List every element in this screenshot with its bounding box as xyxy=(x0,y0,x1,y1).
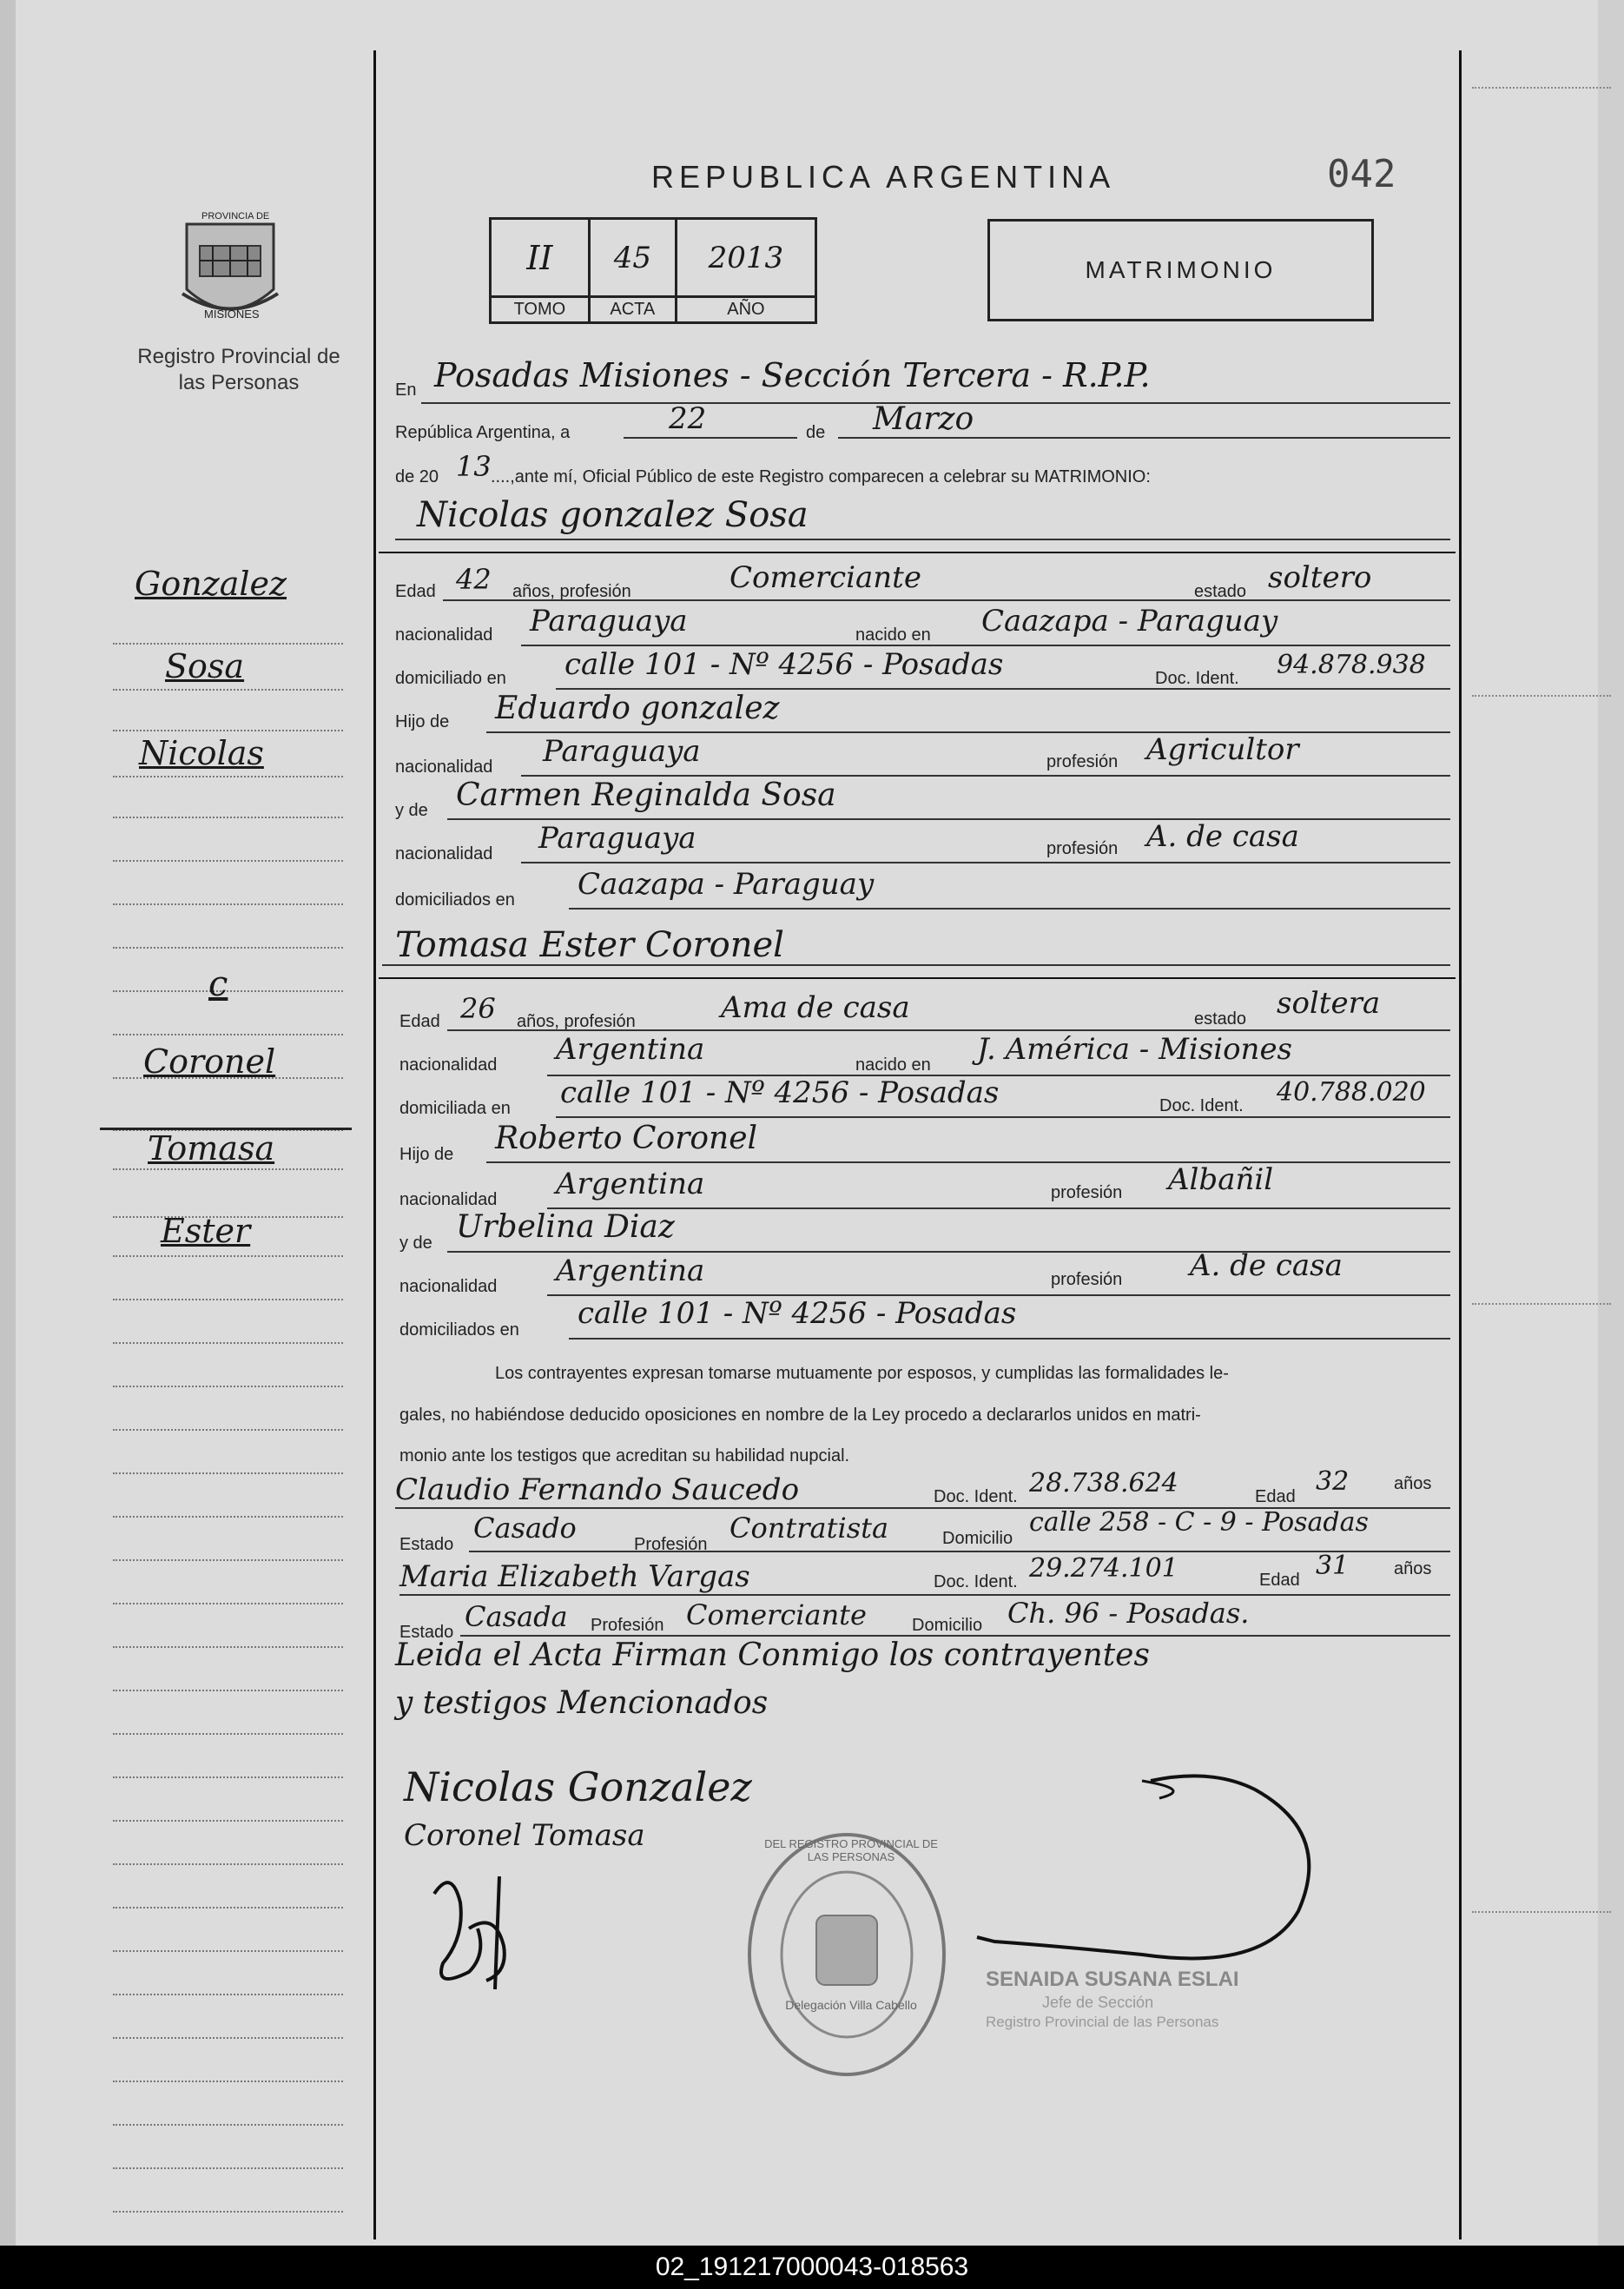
margin-surname-bride: Coronel xyxy=(143,1042,276,1081)
bride-dom-label: domiciliada en xyxy=(399,1099,511,1118)
witness1-prof-label: Profesión xyxy=(634,1535,708,1554)
groom-edad-label: Edad xyxy=(395,582,436,601)
groom-edad: 42 xyxy=(456,563,492,596)
witness2-dom-label: Domicilio xyxy=(912,1616,983,1635)
day-field: 22 xyxy=(669,401,707,436)
groom-domicilio: calle 101 - Nº 4256 - Posadas xyxy=(564,647,1004,682)
margin-line xyxy=(113,947,343,949)
margin-line xyxy=(113,1907,343,1909)
groom-name: Nicolas gonzalez Sosa xyxy=(417,495,809,535)
stamp-center-text: Delegación Villa Cabello xyxy=(785,1998,917,2012)
margin-line xyxy=(113,1646,343,1648)
margin-line xyxy=(113,2167,343,2169)
margin-firstname-bride: Tomasa xyxy=(148,1129,275,1168)
signature-groom: Nicolas Gonzalez xyxy=(404,1763,752,1810)
bride-padres-dom-underline xyxy=(569,1338,1450,1340)
groom-padre-nac: Paraguaya xyxy=(543,734,701,769)
seal-text-bottom: MISIONES xyxy=(204,308,260,321)
month-underline xyxy=(838,437,1450,439)
witness2-anos-label: años xyxy=(1394,1559,1432,1578)
margin-line xyxy=(113,1299,343,1300)
margin-line xyxy=(113,1559,343,1561)
bride-dom-underline xyxy=(556,1116,1450,1118)
month-field: Marzo xyxy=(873,401,974,437)
groom-nacionalidad: Paraguaya xyxy=(530,604,688,638)
witness2-doc: 29.274.101 xyxy=(1029,1553,1178,1584)
witness2-domicilio: Ch. 96 - Posadas. xyxy=(1007,1597,1250,1630)
bride-domicilio: calle 101 - Nº 4256 - Posadas xyxy=(560,1075,1000,1110)
groom-madre-nac: Paraguaya xyxy=(538,821,696,856)
registry-name: Registro Provincial de las Personas xyxy=(137,345,340,394)
file-id: 02_191217000043-018563 xyxy=(655,2253,969,2281)
groom-dom-underline xyxy=(556,688,1450,690)
margin-line xyxy=(113,1776,343,1778)
ante-text: ....,ante mí, Oficial Público de este Registro comparecen a celebrar su MATRIMONIO: xyxy=(491,467,1151,486)
groom-madre-nac-label: nacionalidad xyxy=(395,844,493,863)
witness2-estado-label: Estado xyxy=(399,1623,454,1642)
margin-line xyxy=(113,817,343,818)
witness2-name: Maria Elizabeth Vargas xyxy=(399,1559,750,1594)
registry-round-stamp xyxy=(743,1829,951,2081)
groom-nacido-label: nacido en xyxy=(855,625,931,645)
binding-edge xyxy=(0,0,16,2246)
margin-line xyxy=(113,730,343,731)
official-stamp-line-2: Jefe de Sección xyxy=(1042,1994,1154,2011)
acta-label: ACTA xyxy=(589,297,676,323)
act-type-label: MATRIMONIO xyxy=(1085,256,1277,283)
groom-section-separator xyxy=(379,552,1456,553)
witness1-estado: Casado xyxy=(473,1512,577,1545)
margin-line xyxy=(113,860,343,862)
groom-doms-label: domiciliados en xyxy=(395,890,515,910)
right-margin-line xyxy=(1472,1911,1611,1913)
groom-dom-label: domiciliado en xyxy=(395,669,506,688)
groom-hijo-label: Hijo de xyxy=(395,712,450,731)
seal-text-top: PROVINCIA DE xyxy=(201,211,270,222)
witness2-name-underline xyxy=(399,1594,1450,1596)
declaration-line-1: Los contrayentes expresan tomarse mutuamente por esposos, y cumplidas las formalidades le- xyxy=(495,1364,1229,1383)
bride-profesion: Ama de casa xyxy=(721,990,910,1025)
bride-madre: Urbelina Diaz xyxy=(456,1209,675,1245)
margin-second-name-bride: Ester xyxy=(161,1212,251,1250)
bride-padre-underline xyxy=(486,1161,1450,1163)
margin-line xyxy=(113,2037,343,2039)
groom-profesion: Comerciante xyxy=(729,560,921,595)
tomo-value: II xyxy=(491,219,590,297)
margin-line xyxy=(113,1034,343,1035)
day-underline xyxy=(624,437,797,439)
right-margin-line xyxy=(1472,87,1611,89)
bride-edad: 26 xyxy=(460,992,496,1025)
margin-line xyxy=(113,1429,343,1431)
groom-doc: 94.878.938 xyxy=(1277,650,1426,680)
bride-nacido: J. América - Misiones xyxy=(977,1032,1293,1067)
witness1-dom-label: Domicilio xyxy=(942,1529,1013,1548)
margin-line xyxy=(113,1168,343,1170)
republica-label: República Argentina, a xyxy=(395,423,571,442)
witness1-name: Claudio Fernando Saucedo xyxy=(395,1472,800,1507)
margin-line xyxy=(113,1994,343,1995)
bride-doms-label: domiciliados en xyxy=(399,1320,519,1340)
groom-yde-label: y de xyxy=(395,801,428,820)
bride-doc: 40.788.020 xyxy=(1277,1077,1426,1108)
bride-name-underline xyxy=(382,964,1450,966)
place-field: Posadas Misiones - Sección Tercera - R.P.P. xyxy=(434,356,1151,394)
groom-padres-dom: Caazapa - Paraguay xyxy=(578,867,875,902)
bride-padre-nac: Argentina xyxy=(556,1167,705,1201)
signature-witness-scribble xyxy=(417,1859,538,1998)
groom-doc-label: Doc. Ident. xyxy=(1155,669,1239,688)
groom-nac-label: nacionalidad xyxy=(395,625,493,645)
declaration-line-2: gales, no habiéndose deducido oposiciones en nombre de la Ley procedo a declararlos unidos en matri- xyxy=(399,1406,1201,1425)
witness2-prof-label: Profesión xyxy=(591,1616,664,1635)
bride-nac-label: nacionalidad xyxy=(399,1055,498,1075)
page-number: 042 xyxy=(1327,152,1396,196)
left-frame-line xyxy=(373,50,376,2239)
groom-estado-label: estado xyxy=(1194,582,1247,601)
file-id-bar xyxy=(0,2246,1624,2289)
margin-firstname-groom: Nicolas xyxy=(139,734,264,772)
right-page-edge xyxy=(1598,0,1624,2246)
witness1-profesion: Contratista xyxy=(729,1512,889,1545)
bride-padre: Roberto Coronel xyxy=(495,1121,758,1156)
witness1-anos-label: años xyxy=(1394,1474,1432,1493)
year-suffix-field: 13 xyxy=(456,450,492,483)
margin-line xyxy=(113,1603,343,1604)
bride-madre-prof-label: profesión xyxy=(1051,1270,1123,1289)
margin-surname-groom: Gonzalez xyxy=(135,565,287,603)
anio-label: AÑO xyxy=(676,297,815,323)
en-label: En xyxy=(395,380,417,400)
margin-line xyxy=(113,1516,343,1518)
act-type-box xyxy=(987,219,1374,321)
right-frame-line xyxy=(1459,50,1462,2239)
declaration-line-3: monio ante los testigos que acreditan su habilidad nupcial. xyxy=(399,1446,850,1465)
margin-line xyxy=(113,1863,343,1865)
bride-doc-label: Doc. Ident. xyxy=(1159,1096,1244,1115)
stamp-ring-text: DEL REGISTRO PROVINCIAL DE LAS PERSONAS xyxy=(764,1837,938,1863)
groom-estado: soltero xyxy=(1268,560,1372,595)
margin-line xyxy=(113,1950,343,1952)
bride-madre-nac: Argentina xyxy=(556,1254,705,1288)
groom-padre-nac-label: nacionalidad xyxy=(395,757,493,777)
groom-nac-underline xyxy=(521,645,1450,646)
official-stamp-line-3: Registro Provincial de las Personas xyxy=(986,2014,1219,2030)
signature-official-loop xyxy=(968,1763,1342,1981)
bride-padre-nac-underline xyxy=(547,1207,1450,1209)
bride-madre-prof: A. de casa xyxy=(1190,1248,1343,1283)
margin-line xyxy=(113,2211,343,2213)
groom-padre-prof-label: profesión xyxy=(1046,752,1119,771)
bride-padres-dom: calle 101 - Nº 4256 - Posadas xyxy=(578,1296,1017,1331)
margin-line xyxy=(113,1386,343,1387)
bride-section-separator xyxy=(379,977,1456,979)
de20-label: de 20 xyxy=(395,467,439,486)
witness1-estado-label: Estado xyxy=(399,1535,454,1554)
witness1-edad-label: Edad xyxy=(1255,1487,1296,1506)
bride-edad-label: Edad xyxy=(399,1012,440,1031)
margin-line xyxy=(113,689,343,691)
witness2-edad-label: Edad xyxy=(1259,1571,1300,1590)
witness1-doc: 28.738.624 xyxy=(1029,1468,1178,1498)
groom-madre: Carmen Reginalda Sosa xyxy=(456,777,836,813)
witness1-edad: 32 xyxy=(1316,1466,1350,1497)
bride-estado-label: estado xyxy=(1194,1009,1247,1029)
margin-line xyxy=(113,776,343,777)
de-label: de xyxy=(806,423,826,442)
tomo-acta-year-box xyxy=(489,217,817,324)
margin-second-surname-groom: Sosa xyxy=(165,647,245,685)
signature-bride: Coronel Tomasa xyxy=(404,1818,645,1853)
anio-value: 2013 xyxy=(676,219,815,297)
bride-yde-label: y de xyxy=(399,1234,432,1253)
witness2-estado: Casada xyxy=(465,1600,568,1633)
bride-nacionalidad: Argentina xyxy=(556,1032,705,1067)
closing-line-1: Leida el Acta Firman Conmigo los contrayentes xyxy=(395,1637,1150,1673)
margin-line xyxy=(113,1820,343,1822)
groom-madre-nac-underline xyxy=(521,862,1450,863)
witness1-domicilio: calle 258 - C - 9 - Posadas xyxy=(1029,1507,1369,1538)
right-margin-line xyxy=(1472,1303,1611,1305)
groom-nacido: Caazapa - Paraguay xyxy=(981,604,1278,638)
margin-line xyxy=(113,2124,343,2126)
bride-madre-nac-label: nacionalidad xyxy=(399,1277,498,1296)
groom-edad-underline xyxy=(443,599,1450,601)
margin-conjunction: c xyxy=(208,964,228,1004)
groom-madre-prof: A. de casa xyxy=(1146,819,1299,854)
groom-padres-dom-underline xyxy=(569,908,1450,910)
groom-madre-prof-label: profesión xyxy=(1046,839,1119,858)
margin-line xyxy=(113,1255,343,1257)
bride-edad-underline xyxy=(447,1029,1450,1031)
right-margin-line xyxy=(1472,695,1611,697)
witness1-doc-label: Doc. Ident. xyxy=(934,1487,1018,1506)
closing-line-2: y testigos Mencionados xyxy=(395,1685,769,1721)
margin-line xyxy=(113,903,343,905)
margin-line xyxy=(113,2081,343,2082)
bride-padre-nac-label: nacionalidad xyxy=(399,1190,498,1209)
margin-line xyxy=(113,1472,343,1474)
groom-padre-nac-underline xyxy=(521,775,1450,777)
bride-nacido-label: nacido en xyxy=(855,1055,931,1075)
country-heading: REPUBLICA ARGENTINA xyxy=(651,159,1116,195)
witness2-doc-label: Doc. Ident. xyxy=(934,1572,1018,1591)
official-stamp-line-1: SENAIDA SUSANA ESLAI xyxy=(986,1968,1239,1991)
witness2-edad: 31 xyxy=(1316,1551,1350,1581)
bride-name: Tomasa Ester Coronel xyxy=(395,925,784,965)
margin-line xyxy=(113,643,343,645)
margin-line xyxy=(113,1733,343,1735)
groom-padre-prof: Agricultor xyxy=(1146,732,1299,767)
acta-value: 45 xyxy=(589,219,676,297)
bride-padre-prof: Albañil xyxy=(1168,1162,1274,1197)
witness1-estado-underline xyxy=(469,1551,1450,1552)
margin-line xyxy=(113,1690,343,1691)
margin-line xyxy=(113,990,343,992)
bride-hijo-label: Hijo de xyxy=(399,1145,454,1164)
bride-estado: soltera xyxy=(1277,986,1381,1021)
tomo-label: TOMO xyxy=(491,297,590,323)
witness2-profesion: Comerciante xyxy=(686,1598,867,1631)
groom-padre-underline xyxy=(486,731,1450,733)
bride-anos-prof-label: años, profesión xyxy=(517,1012,636,1031)
groom-madre-underline xyxy=(447,818,1450,820)
bride-padre-prof-label: profesión xyxy=(1051,1183,1123,1202)
groom-padre: Eduardo gonzalez xyxy=(495,691,780,726)
margin-line xyxy=(113,1342,343,1344)
groom-name-underline xyxy=(395,539,1450,540)
groom-anos-prof-label: años, profesión xyxy=(512,582,631,601)
witness2-estado-underline xyxy=(460,1635,1450,1637)
